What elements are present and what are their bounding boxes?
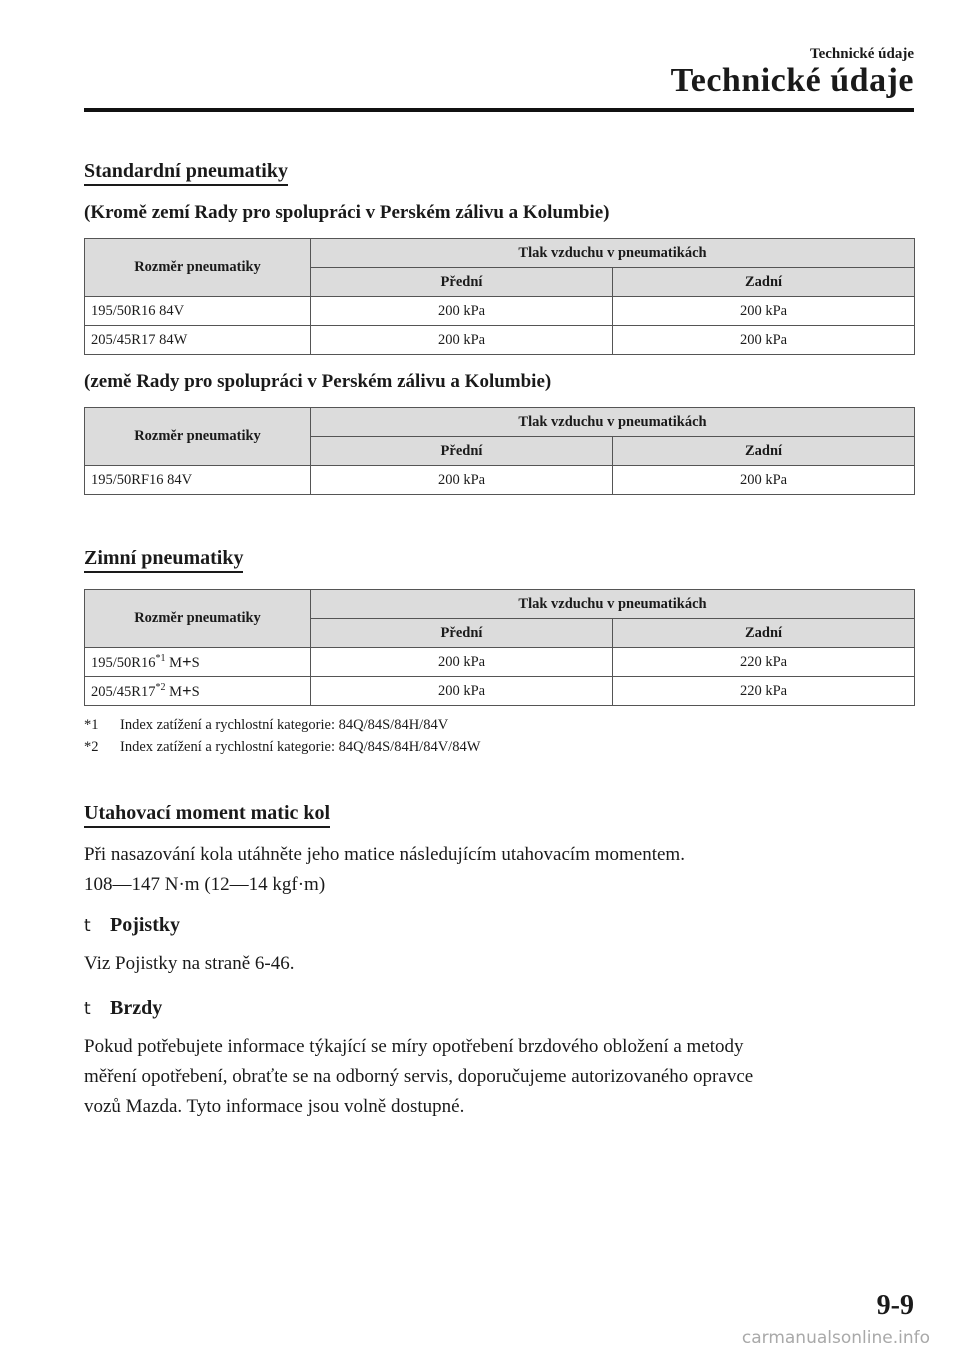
torque-value: 108―147 N·m (12―14 kgf·m)	[84, 874, 326, 895]
brakes-line: Pokud potřebujete informace týkající se míry opotřebení brzdového obložení a metody	[84, 1036, 744, 1057]
footnote-text: Index zatížení a rychlostní kategorie: 84Q/84S/84H/84V/84W	[120, 739, 481, 755]
tire-size-cell	[85, 648, 311, 677]
size-header: Rozměr pneumatiky	[85, 239, 311, 297]
torque-text: Při nasazování kola utáhněte jeho matice následujícím utahovacím momentem.	[84, 844, 685, 865]
torque-title: Utahovací moment matic kol	[84, 802, 330, 828]
brakes-title-text: Brzdy	[110, 997, 163, 1019]
table2-subtitle: (země Rady pro spolupráci v Perském zálivu a Kolumbie)	[84, 371, 552, 392]
winter-tires-section	[84, 547, 915, 758]
pressure-header: Tlak vzduchu v pneumatikách	[311, 408, 915, 437]
tire-size: 195/50R16	[91, 655, 156, 671]
brakes-section	[84, 997, 915, 1122]
watermark: carmanualsonline.info	[741, 1328, 930, 1348]
brakes-title	[84, 997, 915, 1020]
winter-tires-title: Zimní pneumatiky	[84, 547, 243, 573]
footnote	[84, 714, 915, 736]
pressure-header: Tlak vzduchu v pneumatikách	[311, 590, 915, 619]
brakes-line: měření opotřebení, obraťte se na odborný servis, doporučujeme autorizovaného opravce	[84, 1066, 754, 1087]
footnotes	[84, 714, 915, 758]
footnote	[84, 736, 915, 758]
torque-section	[84, 802, 915, 900]
bullet-icon: t	[84, 916, 91, 936]
ms-m: M	[169, 684, 182, 700]
rear-header: Zadní	[613, 619, 915, 648]
footnote-mark: *1	[84, 717, 99, 733]
front-header: Přední	[311, 437, 613, 466]
tire-pressure-table-1	[84, 238, 915, 355]
front-pressure-cell: 200 kPa	[311, 677, 613, 706]
tire-pressure-table-2	[84, 407, 915, 495]
rear-header: Zadní	[613, 437, 915, 466]
tire-size-cell: 195/50RF16 84V	[85, 466, 311, 495]
front-pressure-cell: 200 kPa	[311, 297, 613, 326]
footnote-ref: *1	[155, 653, 166, 664]
front-header: Přední	[311, 268, 613, 297]
header-divider	[84, 108, 914, 112]
plus-icon: +	[181, 681, 192, 700]
rear-header: Zadní	[613, 268, 915, 297]
table-row	[85, 326, 915, 355]
rear-pressure-cell: 200 kPa	[613, 297, 915, 326]
table-row	[85, 648, 915, 677]
ms-s: S	[191, 684, 200, 700]
page-content	[84, 160, 915, 1122]
front-header: Přední	[311, 619, 613, 648]
tire-size-cell	[85, 677, 311, 706]
front-pressure-cell: 200 kPa	[311, 326, 613, 355]
table-row	[85, 466, 915, 495]
table1-subtitle: (Kromě zemí Rady pro spolupráci v Perském zálivu a Kolumbie)	[84, 202, 610, 223]
ms-m: M	[169, 655, 182, 671]
size-header: Rozměr pneumatiky	[85, 408, 311, 466]
rear-pressure-cell: 200 kPa	[613, 466, 915, 495]
fuses-section	[84, 914, 915, 979]
running-header-title: Technické údaje	[670, 62, 914, 99]
front-pressure-cell: 200 kPa	[311, 648, 613, 677]
standard-tires-title: Standardní pneumatiky	[84, 160, 288, 186]
pressure-header: Tlak vzduchu v pneumatikách	[311, 239, 915, 268]
rear-pressure-cell: 220 kPa	[613, 648, 915, 677]
size-header: Rozměr pneumatiky	[85, 590, 311, 648]
running-header-small: Technické údaje	[809, 46, 914, 62]
rear-pressure-cell: 220 kPa	[613, 677, 915, 706]
rear-pressure-cell: 200 kPa	[613, 326, 915, 355]
footnote-ref: *2	[155, 682, 166, 693]
footnote-text: Index zatížení a rychlostní kategorie: 84Q/84S/84H/84V	[120, 717, 449, 733]
fuses-text: Viz Pojistky na straně 6-46.	[84, 953, 295, 974]
table-row	[85, 677, 915, 706]
plus-icon: +	[181, 652, 192, 671]
tire-size-cell: 195/50R16 84V	[85, 297, 311, 326]
footnote-mark: *2	[84, 739, 99, 755]
fuses-title	[84, 914, 915, 937]
winter-tire-pressure-table	[84, 589, 915, 706]
fuses-title-text: Pojistky	[110, 914, 180, 936]
front-pressure-cell: 200 kPa	[311, 466, 613, 495]
page-number: 9-9	[876, 1290, 914, 1321]
ms-s: S	[191, 655, 200, 671]
standard-tires-section	[84, 160, 915, 495]
bullet-icon: t	[84, 999, 91, 1019]
brakes-line: vozů Mazda. Tyto informace jsou volně dostupné.	[84, 1096, 465, 1117]
tire-size: 205/45R17	[91, 684, 156, 700]
tire-size-cell: 205/45R17 84W	[85, 326, 311, 355]
table-row	[85, 297, 915, 326]
